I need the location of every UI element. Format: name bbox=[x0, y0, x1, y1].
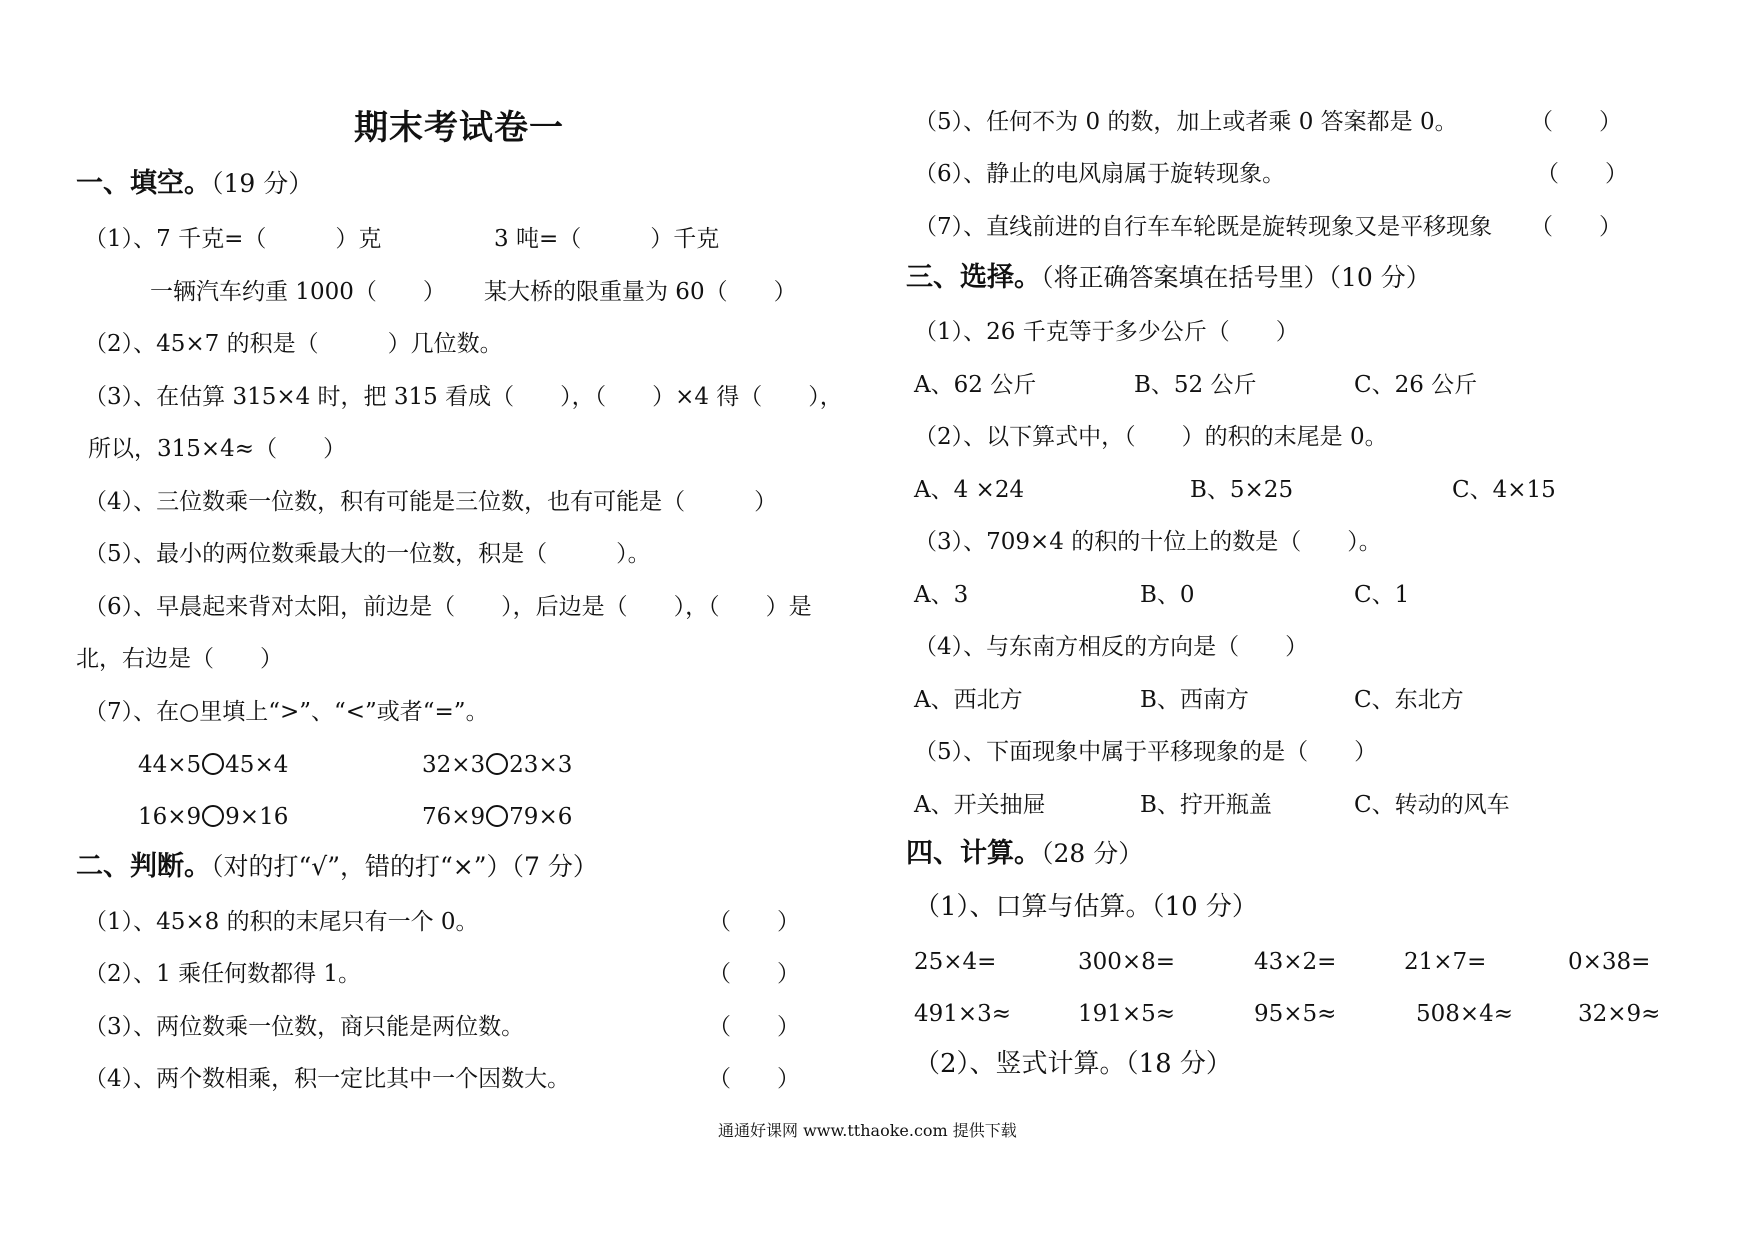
choice-option: C、转动的风车 bbox=[1354, 792, 1510, 818]
judge-paren: （ ） bbox=[708, 961, 800, 987]
fill-q2: （2）、45×7 的积是（ ）几位数。 bbox=[84, 331, 503, 357]
choice-option: B、西南方 bbox=[1140, 687, 1249, 713]
fill-q5: （5）、最小的两位数乘最大的一位数，积是（ ）。 bbox=[84, 541, 651, 567]
compare-left: 76×9 bbox=[422, 804, 486, 830]
judge-paren: （ ） bbox=[1530, 214, 1622, 240]
judge-paren: （ ） bbox=[708, 1014, 800, 1040]
compare-right: 23×3 bbox=[509, 752, 573, 778]
judge-q4: （4）、两个数相乘，积一定比其中一个因数大。 bbox=[84, 1066, 571, 1092]
section-choice-heading bbox=[906, 262, 1431, 294]
judge-q5: （5）、任何不为 0 的数，加上或者乘 0 答案都是 0。 bbox=[914, 109, 1458, 135]
oral-calc-item: 191×5≈ bbox=[1078, 1001, 1176, 1027]
compare-left: 44×5 bbox=[138, 752, 202, 778]
compare-circle bbox=[202, 805, 224, 827]
compare-item bbox=[422, 751, 572, 779]
choice-q1: （1）、26 千克等于多少公斤（ ） bbox=[914, 319, 1299, 345]
fill-q3a: （3）、在估算 315×4 时，把 315 看成（ ），（ ）×4 得（ ）， bbox=[84, 384, 843, 410]
section-score: （对的打“√”，错的打“×”）（7 分） bbox=[211, 852, 598, 881]
judge-q1: （1）、45×8 的积的末尾只有一个 0。 bbox=[84, 909, 479, 935]
choice-option: C、东北方 bbox=[1354, 687, 1464, 713]
compare-item bbox=[138, 751, 288, 779]
fill-q6b: 北，右边是（ ） bbox=[76, 646, 283, 672]
oral-calc-item: 491×3≈ bbox=[914, 1001, 1012, 1027]
choice-option: A、西北方 bbox=[914, 687, 1023, 713]
section-title: 四、计算。 bbox=[906, 838, 1041, 869]
oral-calc-item: 21×7= bbox=[1404, 949, 1487, 975]
section-title: 三、选择。 bbox=[906, 262, 1041, 293]
section-title: 一、填空。 bbox=[76, 168, 211, 199]
compare-item bbox=[422, 803, 572, 831]
choice-option: B、5×25 bbox=[1190, 477, 1294, 503]
oral-calc-item: 508×4≈ bbox=[1416, 1001, 1514, 1027]
judge-q2: （2）、1 乘任何数都得 1。 bbox=[84, 961, 362, 987]
section-score: （将正确答案填在括号里）（10 分） bbox=[1041, 263, 1431, 292]
compare-circle bbox=[486, 753, 508, 775]
judge-q3: （3）、两位数乘一位数，商只能是两位数。 bbox=[84, 1014, 525, 1040]
oral-calc-item: 300×8= bbox=[1078, 949, 1176, 975]
section-fill-blank-heading bbox=[76, 168, 313, 200]
choice-option: C、4×15 bbox=[1452, 477, 1556, 503]
judge-paren: （ ） bbox=[1530, 109, 1622, 135]
compare-item bbox=[138, 803, 288, 831]
section-score: （19 分） bbox=[211, 169, 314, 198]
judge-paren: （ ） bbox=[708, 909, 800, 935]
choice-option: C、1 bbox=[1354, 582, 1410, 608]
choice-option: A、3 bbox=[914, 582, 969, 608]
judge-paren: （ ） bbox=[708, 1066, 800, 1092]
footer-source: 通通好课网 www.tthaoke.com 提供下载 bbox=[718, 1121, 1017, 1140]
fill-q4: （4）、三位数乘一位数，积有可能是三位数，也有可能是（ ） bbox=[84, 489, 778, 515]
calc-sub-heading: （2）、竖式计算。（18 分） bbox=[914, 1049, 1232, 1079]
oral-calc-item: 95×5≈ bbox=[1254, 1001, 1337, 1027]
oral-calc-item: 25×4= bbox=[914, 949, 997, 975]
judge-paren: （ ） bbox=[1536, 161, 1628, 187]
choice-option: A、开关抽屉 bbox=[914, 792, 1046, 818]
fill-q1d: 某大桥的限重量为 60（ ） bbox=[484, 279, 797, 305]
compare-right: 79×6 bbox=[509, 804, 573, 830]
calc-sub-heading: （1）、口算与估算。（10 分） bbox=[914, 892, 1258, 922]
choice-option: C、26 公斤 bbox=[1354, 372, 1478, 398]
judge-q7: （7）、直线前进的自行车车轮既是旋转现象又是平移现象 bbox=[914, 214, 1493, 240]
fill-q1b: 3 吨=（ ）千克 bbox=[494, 226, 720, 252]
fill-q7: （7）、在○里填上“>”、“<”或者“=”。 bbox=[84, 699, 489, 725]
oral-calc-item: 43×2= bbox=[1254, 949, 1337, 975]
choice-q5: （5）、下面现象中属于平移现象的是（ ） bbox=[914, 739, 1378, 765]
compare-circle bbox=[202, 753, 224, 775]
oral-calc-item: 0×38= bbox=[1568, 949, 1651, 975]
section-title: 二、判断。 bbox=[76, 851, 211, 882]
page-title: 期末考试卷一 bbox=[354, 108, 564, 148]
oral-calc-item: 32×9≈ bbox=[1578, 1001, 1661, 1027]
choice-option: A、4 ×24 bbox=[914, 477, 1025, 503]
compare-right: 9×16 bbox=[225, 804, 289, 830]
choice-option: B、拧开瓶盖 bbox=[1140, 792, 1272, 818]
judge-q6: （6）、静止的电风扇属于旋转现象。 bbox=[914, 161, 1286, 187]
compare-circle bbox=[486, 805, 508, 827]
choice-q3: （3）、709×4 的积的十位上的数是（ ）。 bbox=[914, 529, 1382, 555]
compare-left: 16×9 bbox=[138, 804, 202, 830]
choice-option: B、52 公斤 bbox=[1134, 372, 1257, 398]
section-score: （28 分） bbox=[1041, 839, 1144, 868]
section-calc-heading bbox=[906, 838, 1143, 870]
choice-option: B、0 bbox=[1140, 582, 1195, 608]
fill-q1a: （1）、7 千克=（ ）克 bbox=[84, 226, 382, 252]
compare-left: 32×3 bbox=[422, 752, 486, 778]
choice-q4: （4）、与东南方相反的方向是（ ） bbox=[914, 634, 1309, 660]
fill-q6a: （6）、早晨起来背对太阳，前边是（ ），后边是（ ），（ ）是 bbox=[84, 594, 812, 620]
section-judge-heading bbox=[76, 851, 598, 883]
choice-option: A、62 公斤 bbox=[914, 372, 1037, 398]
choice-q2: （2）、以下算式中，（ ）的积的末尾是 0。 bbox=[914, 424, 1388, 450]
compare-right: 45×4 bbox=[225, 752, 289, 778]
fill-q1c: 一辆汽车约重 1000（ ） bbox=[150, 279, 446, 305]
fill-q3b: 所以，315×4≈（ ） bbox=[88, 436, 347, 462]
